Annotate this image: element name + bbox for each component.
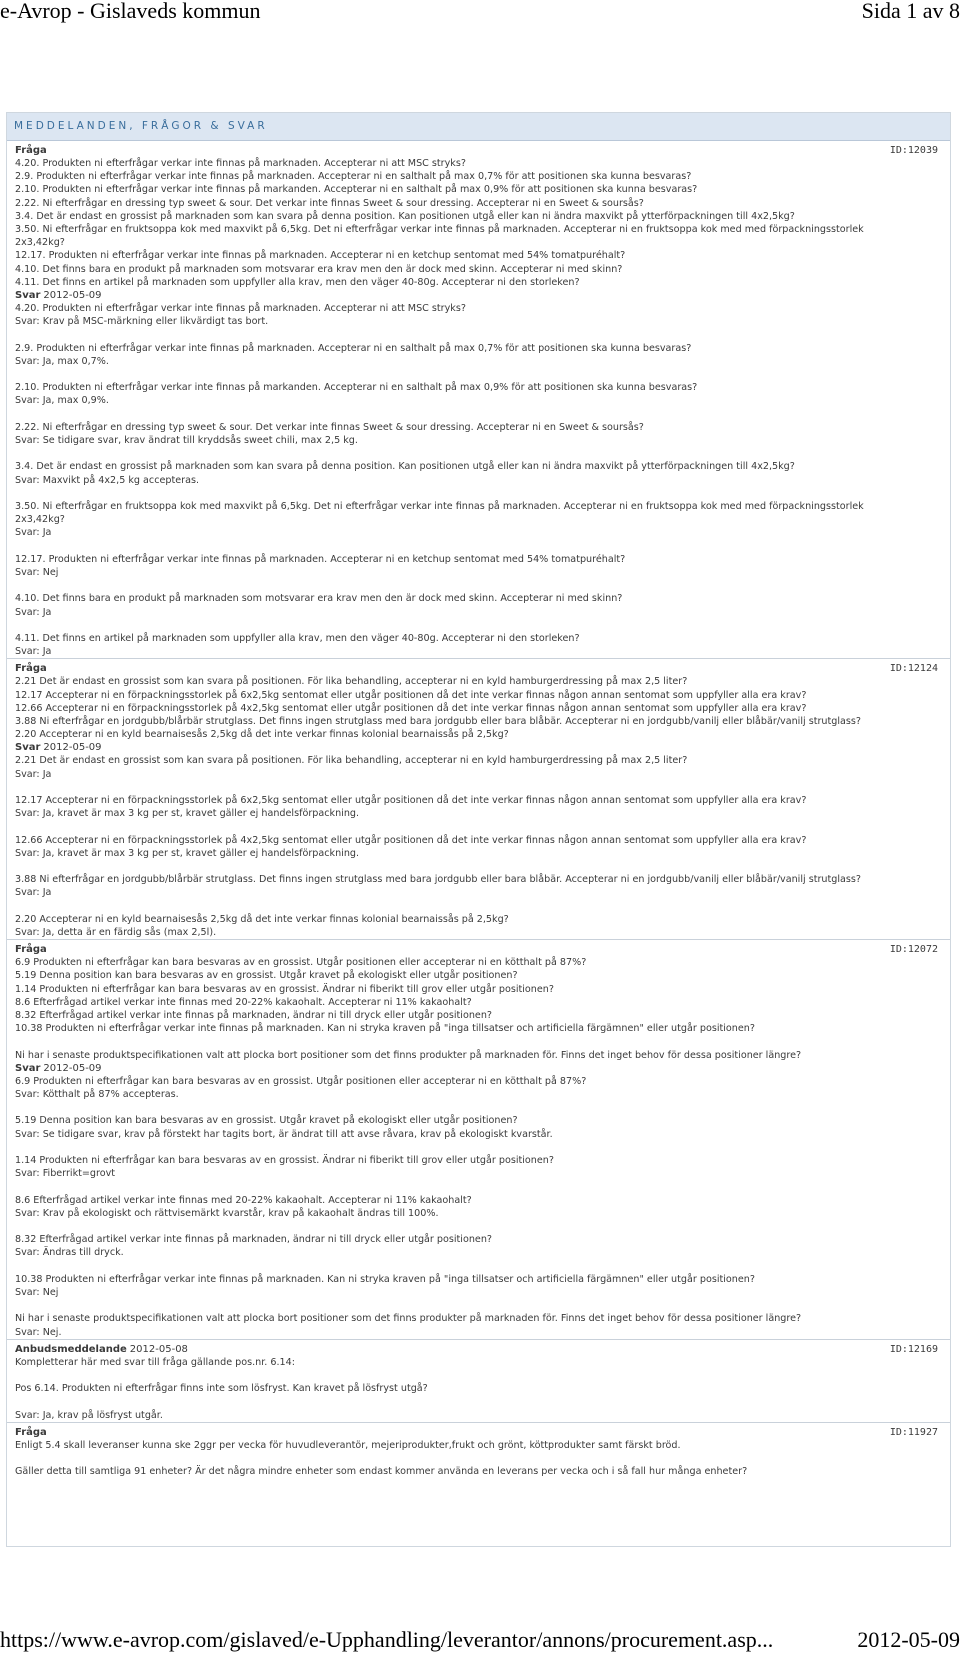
question-line: 2x3,42kg?: [15, 237, 65, 249]
answer-line: Svar: Nej: [15, 567, 59, 578]
messages-panel: [6, 112, 951, 1547]
question-line: 6.9 Produkten ni efterfrågar kan bara besvaras av en grossist. Utgår positionen eller accepterar ni en kötthalt på 87%?: [15, 957, 587, 969]
qa-entry: [15, 659, 942, 939]
question-line: Gäller detta till samtliga 91 enheter? Är det några mindre enheter som endast kommer använda en leverans per vecka och i så fall hur många enheter?: [15, 1466, 748, 1478]
answer-line: 12.17 Accepterar ni en förpackningsstorlek på 6x2,5kg sentomat eller utgår positionen då det inte verkar finnas någon annan sentomat som uppfyller alla era krav?: [15, 795, 807, 806]
question-line: Enligt 5.4 skall leveranser kunna ske 2ggr per vecka för huvudleverantör, mejeriprodukter,frukt och grönt, köttprodukter samt färskt bröd.: [15, 1439, 681, 1451]
qa-entry: [15, 940, 942, 1339]
question-label-text: Fråga: [15, 663, 47, 675]
print-header: [0, 0, 960, 26]
blank-line: [15, 408, 942, 421]
blank-line: [15, 540, 942, 553]
answer-line: 12.66 Accepterar ni en förpackningsstorlek på 4x2,5kg sentomat eller utgår positionen då det inte verkar finnas någon annan sentomat som uppfyller alla era krav?: [15, 834, 807, 846]
blank-line: [15, 820, 942, 833]
question-line: 2.22. Ni efterfrågar en dressing typ sweet & sour. Det verkar inte finnas Sweet & sour dressing. Accepterar ni en Sweet & soursås?: [15, 197, 644, 209]
answer-label: [15, 1062, 942, 1075]
answer-date: 2012-05-09: [43, 290, 102, 302]
entry-id: ID:11927: [889, 1426, 938, 1438]
question-line: 2.21 Det är endast en grossist som kan svara på positionen. För lika behandling, accepterar ni en kyld hamburgerdressing på max 2,5 liter?: [15, 676, 688, 688]
answer-label-text: Svar: [15, 742, 41, 754]
answer-line: Svar: Ja: [15, 768, 52, 780]
answer-line: 2.22. Ni efterfrågar en dressing typ sweet & sour. Det verkar inte finnas Sweet & sour dressing. Accepterar ni en Sweet & soursås?: [15, 421, 644, 433]
answer-line: 2.21 Det är endast en grossist som kan svara på positionen. För lika behandling, accepterar ni en kyld hamburgerdressing på max 2,5 liter?: [15, 755, 688, 767]
answer-line: 2x3,42kg?: [15, 514, 65, 526]
question-label: [15, 144, 942, 157]
question-label: [15, 662, 942, 675]
answer-line: Svar: Ja: [15, 527, 52, 539]
qa-entry: [15, 141, 942, 658]
answer-label-text: Svar: [15, 290, 41, 302]
print-footer-date: 2012-05-09: [857, 1627, 960, 1652]
question-line: 2.10. Produkten ni efterfrågar verkar inte finnas på markanden. Accepterar ni en salthalt på max 0,9% för att positionen ska kunna besvaras?: [15, 184, 698, 196]
blank-line: [15, 1299, 942, 1312]
blank-line: [15, 860, 942, 873]
question-label-text: Fråga: [15, 145, 47, 156]
question-line: 10.38 Produkten ni efterfrågar verkar inte finnas på marknaden. Kan ni stryka kraven på "inga tillsatser och artificiella färgämnen" eller utgår positionen?: [15, 1023, 755, 1035]
answer-line: Svar: Se tidigare svar, krav ändrat till kryddsås sweet chili, max 2,5 kg.: [15, 435, 358, 447]
entry-id: ID:12072: [889, 944, 938, 956]
answer-line: 4.11. Det finns en artikel på marknaden som uppfyller alla krav, men den väger 40-80g. Accepterar ni den storleken?: [15, 632, 580, 644]
question-line: Kompletterar här med svar till fråga gällande pos.nr. 6.14:: [15, 1356, 295, 1368]
answer-line: 10.38 Produkten ni efterfrågar verkar inte finnas på marknaden. Kan ni stryka kraven på "inga tillsatser och artificiella färgämnen" eller utgår positionen?: [15, 1273, 755, 1285]
answer-line: Svar: Maxvikt på 4x2,5 kg accepteras.: [15, 474, 200, 486]
blank-line: [15, 619, 942, 632]
question-label: [15, 1343, 942, 1356]
answer-line: 4.20. Produkten ni efterfrågar verkar inte finnas på marknaden. Accepterar ni att MSC stryks?: [15, 303, 466, 315]
answer-line: Svar: Fiberrikt=grovt: [15, 1168, 116, 1180]
blank-line: [15, 1369, 942, 1382]
blank-line: [15, 1220, 942, 1233]
answer-line: 1.14 Produkten ni efterfrågar kan bara besvaras av en grossist. Ändrar ni fiberikt till grov eller utgår positionen?: [15, 1154, 554, 1166]
question-line: 4.20. Produkten ni efterfrågar verkar inte finnas på marknaden. Accepterar ni att MSC stryks?: [15, 158, 466, 169]
answer-line: Svar: Ändras till dryck.: [15, 1247, 124, 1259]
blank-line: [15, 1395, 942, 1408]
question-line: 3.50. Ni efterfrågar en fruktsoppa kok med maxvikt på 6,5kg. Det ni efterfrågar verkar inte finnas på marknaden. Accepterar ni en fruktsoppa kok med med förpackningsstorlek: [15, 224, 864, 236]
answer-date: 2012-05-09: [43, 742, 102, 754]
answer-line: 4.10. Det finns bara en produkt på marknaden som motsvarar era krav men den är dock med skinn. Accepterar ni med skinn?: [15, 593, 623, 605]
print-header-title: e-Avrop - Gislaveds kommun: [0, 0, 261, 23]
print-header-page: Sida 1 av 8: [861, 0, 960, 23]
question-line: Svar: Ja, krav på lösfryst utgår.: [15, 1409, 163, 1421]
blank-line: [15, 1141, 942, 1154]
question-line: 2.9. Produkten ni efterfrågar verkar inte finnas på marknaden. Accepterar ni en salthalt på max 0,7% för att positionen ska kunna besvaras?: [15, 171, 692, 183]
blank-line: [15, 1180, 942, 1193]
blank-line: [15, 579, 942, 592]
answer-line: Svar: Nej: [15, 1286, 59, 1298]
answer-line: Svar: Ja: [15, 887, 52, 899]
print-footer-url: https://www.e-avrop.com/gislaved/e-Upphandling/leverantor/annons/procurement.asp...: [0, 1627, 774, 1652]
question-label: [15, 943, 942, 956]
answer-label-text: Svar: [15, 1062, 41, 1074]
question-date: 2012-05-08: [129, 1343, 188, 1355]
answer-line: 3.50. Ni efterfrågar en fruktsoppa kok med maxvikt på 6,5kg. Det ni efterfrågar verkar inte finnas på marknaden. Accepterar ni en fruktsoppa kok med med förpackningsstorlek: [15, 501, 864, 512]
answer-line: Svar: Se tidigare svar, krav på förstekt har tagits bort, är ändrat till att avse råvara, krav på ekologiskt kvarstår.: [15, 1128, 553, 1140]
answer-line: Svar: Krav på ekologiskt och rättvisemärkt kvarstår, krav på kakaohalt ändras till 100%.: [15, 1207, 439, 1219]
answer-line: Svar: Ja, kravet är max 3 kg per st, kravet gäller ej handelsförpackning.: [15, 847, 360, 859]
question-line: 8.6 Efterfrågad artikel verkar inte finnas med 20-22% kakaohalt. Accepterar ni 11% kakaohalt?: [15, 996, 472, 1008]
qa-entry: [15, 1340, 942, 1422]
blank-line: [15, 1260, 942, 1273]
blank-line: [15, 781, 942, 794]
answer-line: 12.17. Produkten ni efterfrågar verkar inte finnas på marknaden. Accepterar ni en ketchup sentomat med 54% tomatpuréhalt?: [15, 553, 626, 565]
entry-id: ID:12169: [889, 1343, 938, 1355]
answer-line: 5.19 Denna position kan bara besvaras av en grossist. Utgår kravet på ekologiskt eller utgår positionen?: [15, 1115, 518, 1127]
blank-line: [15, 328, 942, 341]
answer-line: Svar: Ja, detta är en färdig sås (max 2,5l).: [15, 926, 217, 938]
answer-line: Ni har i senaste produktspecifikationen valt att plocka bort positioner som det finns produkter på marknaden för. Finns det inget behov för dessa positioner längre?: [15, 1313, 802, 1325]
question-line: 4.11. Det finns en artikel på marknaden som uppfyller alla krav, men den väger 40-80g. Accepterar ni den storleken?: [15, 276, 580, 288]
question-line: 2.20 Accepterar ni en kyld bearnaisesås 2,5kg då det inte verkar finnas kolonial bearnaissås på 2,5kg?: [15, 729, 509, 741]
question-label-text: Fråga: [15, 1426, 47, 1438]
question-label-text: Anbudsmeddelande: [15, 1343, 127, 1355]
entry-id: ID:12124: [889, 663, 938, 675]
question-label-text: Fråga: [15, 944, 47, 956]
blank-line: [15, 900, 942, 913]
question-line: 4.10. Det finns bara en produkt på marknaden som motsvarar era krav men den är dock med skinn. Accepterar ni med skinn?: [15, 263, 623, 275]
answer-line: Svar: Ja: [15, 646, 52, 658]
blank-line: [15, 368, 942, 381]
answer-date: 2012-05-09: [43, 1062, 102, 1074]
blank-line: [15, 487, 942, 500]
question-line: 1.14 Produkten ni efterfrågar kan bara besvaras av en grossist. Ändrar ni fiberikt till grov eller utgår positionen?: [15, 983, 554, 995]
question-line: 12.66 Accepterar ni en förpackningsstorlek på 4x2,5kg sentomat eller utgår positionen då det inte verkar finnas någon annan sentomat som uppfyller alla era krav?: [15, 702, 807, 714]
answer-label: [15, 289, 942, 302]
print-footer: [0, 1627, 960, 1653]
answer-line: 2.20 Accepterar ni en kyld bearnaisesås 2,5kg då det inte verkar finnas kolonial bearnaissås på 2,5kg?: [15, 913, 509, 925]
answer-line: Svar: Ja, max 0,7%.: [15, 355, 109, 367]
entries-list: [7, 141, 950, 1478]
question-line: Pos 6.14. Produkten ni efterfrågar finns inte som lösfryst. Kan kravet på lösfryst utgå?: [15, 1383, 428, 1395]
panel-title: MEDDELANDEN, FRÅGOR & SVAR: [7, 113, 950, 141]
question-line: 12.17. Produkten ni efterfrågar verkar inte finnas på marknaden. Accepterar ni en ketchup sentomat med 54% tomatpuréhalt?: [15, 250, 626, 262]
blank-line: [15, 1035, 942, 1048]
answer-line: 6.9 Produkten ni efterfrågar kan bara besvaras av en grossist. Utgår positionen eller accepterar ni en kötthalt på 87%?: [15, 1075, 587, 1087]
question-line: 3.88 Ni efterfrågar en jordgubb/blårbär strutglass. Det finns ingen strutglass med bara jordgubb eller bara blåbär. Accepterar ni en jordgubb/vanilj eller blåbär/vanilj strutglass?: [15, 716, 862, 727]
answer-line: 8.32 Efterfrågad artikel verkar inte finnas på marknaden, ändrar ni till dryck eller utgår positionen?: [15, 1234, 492, 1246]
blank-line: [15, 1101, 942, 1114]
entry-id: ID:12039: [889, 145, 938, 156]
question-label: [15, 1426, 942, 1439]
question-line: Ni har i senaste produktspecifikationen valt att plocka bort positioner som det finns produkter på marknaden för. Finns det inget behov för dessa positioner längre?: [15, 1049, 802, 1061]
answer-line: 3.4. Det är endast en grossist på marknaden som kan svara på denna position. Kan positionen utgå eller kan ni ändra maxvikt på ytterförpackningen till 4x2,5kg?: [15, 461, 795, 473]
answer-line: 3.88 Ni efterfrågar en jordgubb/blårbär strutglass. Det finns ingen strutglass med bara jordgubb eller bara blåbär. Accepterar ni en jordgubb/vanilj eller blåbär/vanilj strutglass?: [15, 874, 862, 886]
question-line: 5.19 Denna position kan bara besvaras av en grossist. Utgår kravet på ekologiskt eller utgår positionen?: [15, 970, 518, 982]
question-line: 8.32 Efterfrågad artikel verkar inte finnas på marknaden, ändrar ni till dryck eller utgår positionen?: [15, 1010, 492, 1021]
answer-line: Svar: Ja: [15, 606, 52, 618]
answer-line: Svar: Krav på MSC-märkning eller likvärdigt tas bort.: [15, 316, 269, 328]
answer-line: Svar: Ja, max 0,9%.: [15, 395, 109, 407]
answer-line: Svar: Kötthalt på 87% accepteras.: [15, 1089, 179, 1100]
answer-line: Svar: Nej.: [15, 1326, 62, 1338]
question-line: 12.17 Accepterar ni en förpackningsstorlek på 6x2,5kg sentomat eller utgår positionen då det inte verkar finnas någon annan sentomat som uppfyller alla era krav?: [15, 689, 807, 701]
blank-line: [15, 1452, 942, 1465]
answer-line: 2.9. Produkten ni efterfrågar verkar inte finnas på marknaden. Accepterar ni en salthalt på max 0,7% för att positionen ska kunna besvaras?: [15, 342, 692, 354]
blank-line: [15, 447, 942, 460]
qa-entry: [15, 1423, 942, 1479]
answer-line: 8.6 Efterfrågad artikel verkar inte finnas med 20-22% kakaohalt. Accepterar ni 11% kakaohalt?: [15, 1194, 472, 1206]
answer-label: [15, 741, 942, 754]
answer-line: 2.10. Produkten ni efterfrågar verkar inte finnas på markanden. Accepterar ni en salthalt på max 0,9% för att positionen ska kunna besvaras?: [15, 382, 698, 394]
answer-line: Svar: Ja, kravet är max 3 kg per st, kravet gäller ej handelsförpackning.: [15, 808, 360, 820]
question-line: 3.4. Det är endast en grossist på marknaden som kan svara på denna position. Kan positionen utgå eller kan ni ändra maxvikt på ytterförpackningen till 4x2,5kg?: [15, 210, 795, 222]
